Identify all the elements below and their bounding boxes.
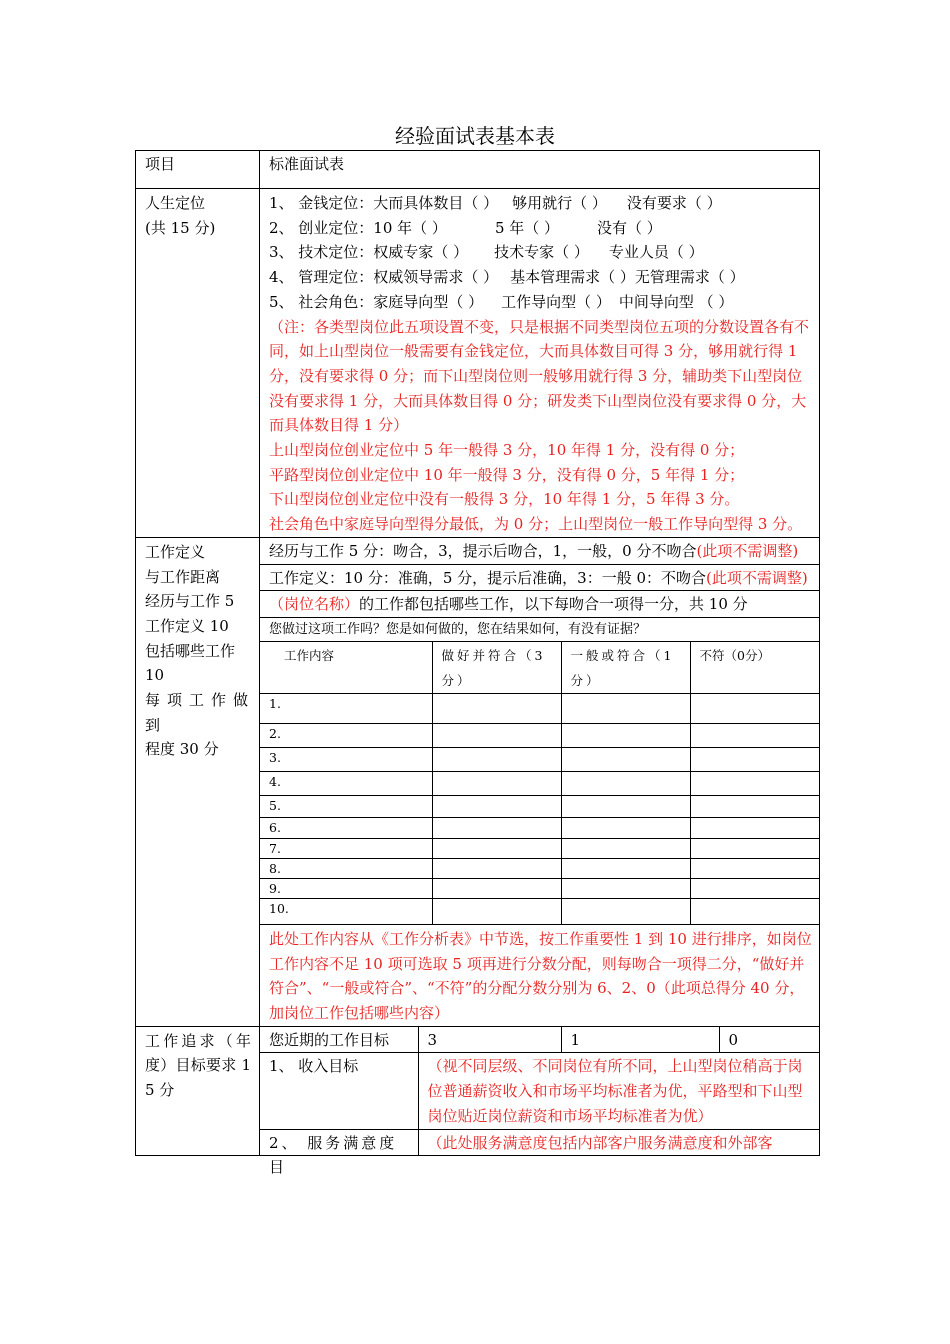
- table-row: 10.: [260, 898, 820, 924]
- work-exp-row: [260, 538, 820, 564]
- cell-average[interactable]: [561, 838, 690, 858]
- life-note-downhill: 下山型岗位创业定位中没有一般得 3 分，10 年得 1 分，5 年得 3 分。: [269, 490, 740, 509]
- cell-average[interactable]: [561, 693, 690, 723]
- pursuit-income-note: （视不同层级、不同岗位有所不同，上山型岗位稍高于岗位普通薪资收入和市场平均标准者为优，平路型和下山型岗位贴近岗位薪资和市场平均标准者为优）: [418, 1053, 820, 1129]
- table-row: 4.: [260, 771, 820, 795]
- cell-good[interactable]: [432, 878, 561, 898]
- pursuit-score-1: 1: [561, 1027, 719, 1053]
- header-standard: 标准面试表: [260, 151, 820, 189]
- cell-mismatch[interactable]: [690, 817, 820, 838]
- pursuit-service-row: [260, 1129, 820, 1155]
- interview-table: [135, 150, 820, 1177]
- table-row: 1.: [260, 693, 820, 723]
- cell-mismatch[interactable]: [690, 878, 820, 898]
- cell-mismatch[interactable]: [690, 771, 820, 795]
- cell-good[interactable]: [432, 858, 561, 878]
- life-note-social: 社会角色中家庭导向型得分最低，为 0 分；上山型岗位一般工作导向型得 3 分。: [269, 515, 803, 534]
- pursuit-inner-table: [260, 1027, 820, 1177]
- work-footer-row: [260, 924, 820, 1025]
- work-include-row: [260, 591, 820, 618]
- pursuit-income-label: 1、 收入目标: [260, 1053, 418, 1129]
- life-content: [260, 189, 820, 538]
- work-include-position: （岗位名称）: [269, 595, 360, 614]
- work-def-note: (此项不需调整): [706, 568, 808, 587]
- cell-mismatch[interactable]: [690, 858, 820, 878]
- cell-good[interactable]: [432, 771, 561, 795]
- life-label-score: (共 15 分): [145, 218, 216, 237]
- life-label-title: 人生定位: [145, 194, 206, 212]
- life-item-startup: 2、 创业定位：10 年（ ） 5 年（ ） 没有（ ）: [269, 218, 662, 237]
- cell-mismatch[interactable]: [690, 693, 820, 723]
- cell-mismatch[interactable]: [690, 838, 820, 858]
- work-def-row: [260, 564, 820, 591]
- col-good: 做好并符合（3分）: [432, 641, 561, 693]
- cell-mismatch[interactable]: [690, 747, 820, 771]
- table-row: 2.: [260, 723, 820, 747]
- pursuit-service-note: （此处服务满意度包括内部客户服务满意度和外部客: [418, 1129, 820, 1155]
- work-exp-note: (此项不需调整): [696, 541, 799, 560]
- cell-average[interactable]: [561, 878, 690, 898]
- work-label: 工作定义 与工作距离 经历与工作 5 工作定义 10 包括哪些工作 10 每项工作做到 程度 30 分: [136, 537, 260, 1026]
- life-item-management: 4、 管理定位：权威领导需求（ ） 基本管理需求（ ）无管理需求（ ）: [269, 268, 745, 287]
- work-row: [136, 537, 820, 1026]
- life-note-flat: 平路型岗位创业定位中 10 年一般得 3 分，没有得 0 分，5 年得 1 分；: [269, 465, 745, 484]
- life-label: [136, 189, 260, 538]
- work-question-row: [260, 617, 820, 641]
- pursuit-income-row: [260, 1053, 820, 1129]
- table-row: 9.: [260, 878, 820, 898]
- col-work-content: 工作内容: [260, 641, 432, 693]
- cell-good[interactable]: [432, 723, 561, 747]
- cell-mismatch[interactable]: [690, 723, 820, 747]
- pursuit-score-row: [260, 1027, 820, 1053]
- life-row: [136, 189, 820, 538]
- header-item: 项目: [136, 151, 260, 189]
- work-col-header: [260, 641, 820, 693]
- cell-average[interactable]: [561, 723, 690, 747]
- work-inner-table: [260, 538, 820, 1026]
- table-row: 6.: [260, 817, 820, 838]
- cell-good[interactable]: [432, 838, 561, 858]
- cell-good[interactable]: [432, 747, 561, 771]
- work-footer-note: 此处工作内容从《工作分析表》中节选，按工作重要性 1 到 10 进行排序，如岗位工作内容不足 10 项可选取 5 项再进行分数分配，则每吻合一项得二分，“做好并符合”、“一般或符合”、“不符”的分配分数分别为 6、2、0（此项总得分 40 分，加岗位工作包括哪些内容）: [260, 924, 820, 1025]
- life-note-main: （注：各类型岗位此五项设置不变，只是根据不同类型岗位五项的分数设置各有不同，如上山型岗位一般需要有金钱定位，大而具体数目可得 3 分，够用就行得 1 分，没有要求得 0 分；而下山型岗位则一般够用就行得 3 分，辅助类下山型岗位没有要求得 1 分，大而具体数目得 0 分；研发类下山型岗位没有要求得 0 分，大而具体数目得 1 分）: [269, 317, 810, 435]
- life-note-uphill: 上山型岗位创业定位中 5 年一般得 3 分，10 年得 1 分，没有得 0 分；: [269, 441, 745, 460]
- table-row: 5.: [260, 795, 820, 817]
- cell-good[interactable]: [432, 817, 561, 838]
- table-row: 7.: [260, 838, 820, 858]
- table-row: 3.: [260, 747, 820, 771]
- life-item-money: 1、 金钱定位：大而具体数目（ ） 够用就行（ ） 没有要求（ ）: [269, 194, 722, 212]
- table-row: 8.: [260, 858, 820, 878]
- work-include-text: 的工作都包括哪些工作，以下每吻合一项得一分，共 10 分: [359, 595, 748, 614]
- work-question: 您做过这项工作吗？您是如何做的，您在结果如何，有没有证据？: [260, 617, 820, 641]
- pursuit-score-0: 0: [719, 1027, 820, 1053]
- life-item-social: 5、 社会角色：家庭导向型（ ） 工作导向型（ ） 中间导向型 （ ）: [269, 292, 734, 311]
- pursuit-recent-goal: 您近期的工作目标: [260, 1027, 418, 1053]
- work-exp-text: 经历与工作 5 分：吻合，3，提示后吻合，1，一般，0 分不吻合: [269, 541, 697, 560]
- pursuit-label: 工作追求（年度）目标要求 15 分: [136, 1026, 260, 1155]
- page-title: 经验面试表基本表: [395, 124, 555, 148]
- pursuit-score-3: 3: [418, 1027, 561, 1053]
- cell-mismatch[interactable]: [690, 795, 820, 817]
- cell-mismatch[interactable]: [690, 898, 820, 924]
- cell-good[interactable]: [432, 795, 561, 817]
- life-item-tech: 3、 技术定位：权威专家（ ） 技术专家（ ） 专业人员（ ）: [269, 243, 704, 262]
- cell-average[interactable]: [561, 795, 690, 817]
- cell-average[interactable]: [561, 898, 690, 924]
- cell-average[interactable]: [561, 858, 690, 878]
- pursuit-service-label: 2、 服务满意度目: [260, 1129, 418, 1155]
- pursuit-row: [136, 1026, 820, 1155]
- cell-average[interactable]: [561, 817, 690, 838]
- work-content: [260, 537, 820, 1026]
- header-row: [136, 151, 820, 189]
- cell-good[interactable]: [432, 693, 561, 723]
- cell-average[interactable]: [561, 747, 690, 771]
- cell-good[interactable]: [432, 898, 561, 924]
- col-mismatch: 不符（0分）: [690, 641, 820, 693]
- cell-average[interactable]: [561, 771, 690, 795]
- pursuit-content: [260, 1026, 820, 1177]
- work-def-text: 工作定义：10 分：准确，5 分，提示后准确，3：一般 0：不吻合: [269, 568, 707, 587]
- col-average: 一般或符合（1分）: [561, 641, 690, 693]
